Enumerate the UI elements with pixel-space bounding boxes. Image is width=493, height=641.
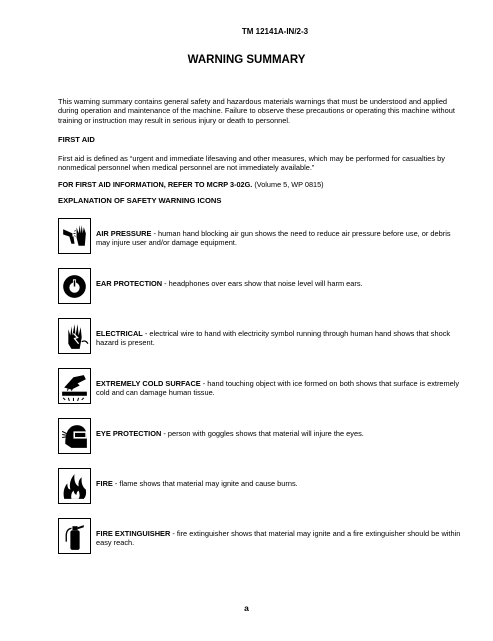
warning-item-electrical <box>58 318 468 356</box>
warning-desc: - flame shows that material may ignite and cause burns. <box>112 479 298 488</box>
fire-icon <box>58 468 91 504</box>
warning-desc: - fire extinguisher shows that material may ignite and a fire extinguisher should be within easy reach. <box>96 529 461 548</box>
intro-paragraph: This warning summary contains general safety and hazardous materials warnings that must be understood and applied during operation and maintenance of the machine. Failure to observe these precautions or operating this machine without training or instruction may result in serious injury or death to personnel. <box>58 97 455 125</box>
warning-name: EXTREMELY COLD SURFACE <box>96 379 201 388</box>
warning-text-electrical <box>96 329 466 348</box>
cold-surface-icon <box>58 368 91 404</box>
warning-desc: - person with goggles shows that material will injure the eyes. <box>161 429 364 438</box>
page-title: WARNING SUMMARY <box>187 54 306 66</box>
warning-desc: - headphones over ears show that noise level will harm ears. <box>162 279 363 288</box>
warning-name: EYE PROTECTION <box>96 429 162 438</box>
warning-name: ELECTRICAL <box>96 329 143 338</box>
warning-text-air-pressure <box>96 229 466 248</box>
first-aid-paragraph: First aid is defined as “urgent and immediate lifesaving and other measures, which may be performed for casualties by nonmedical personnel when medical personnel are not immediately available.” <box>58 154 445 173</box>
warning-item-fire <box>58 468 468 506</box>
fire-extinguisher-icon <box>58 518 91 554</box>
warning-text-fire <box>96 479 466 488</box>
document-id: TM 12141A-IN/2-3 <box>241 27 309 36</box>
first-aid-reference-bold: FOR FIRST AID INFORMATION, REFER TO MCRP 3-02G. <box>58 180 253 189</box>
page-number: a <box>244 603 249 613</box>
first-aid-heading: FIRST AID <box>58 135 95 144</box>
warning-name: EAR PROTECTION <box>96 279 163 288</box>
icons-heading: EXPLANATION OF SAFETY WARNING ICONS <box>58 196 222 205</box>
warning-text-cold-surface <box>96 379 466 398</box>
first-aid-reference-volume: (Volume 5, WP 0815) <box>252 180 324 189</box>
warning-name: FIRE EXTINGUISHER <box>96 529 171 538</box>
warning-item-air-pressure <box>58 218 468 256</box>
warning-desc: - human hand blocking air gun shows the need to reduce air pressure before use, or debris may injure user and/or damage equipment. <box>96 229 451 248</box>
warning-text-eye-protection <box>96 429 466 438</box>
first-aid-reference <box>58 180 468 189</box>
warning-desc: - hand touching object with ice formed on both shows that surface is extremely cold and can damage human tissue. <box>96 379 460 398</box>
warning-text-ear-protection <box>96 279 466 288</box>
warning-text-fire-extinguisher <box>96 529 466 548</box>
warning-name: FIRE <box>96 479 113 488</box>
electrical-icon <box>58 318 91 354</box>
eye-protection-icon <box>58 418 91 454</box>
air-pressure-icon <box>58 218 91 254</box>
ear-protection-icon <box>58 268 91 304</box>
warning-desc: - electrical wire to hand with electricity symbol running through human hand shows that shock hazard is present. <box>96 329 451 348</box>
warning-item-eye-protection <box>58 418 468 456</box>
warning-item-cold-surface <box>58 368 468 406</box>
warning-item-ear-protection <box>58 268 468 306</box>
warning-item-fire-extinguisher <box>58 518 468 556</box>
warning-name: AIR PRESSURE <box>96 229 152 238</box>
